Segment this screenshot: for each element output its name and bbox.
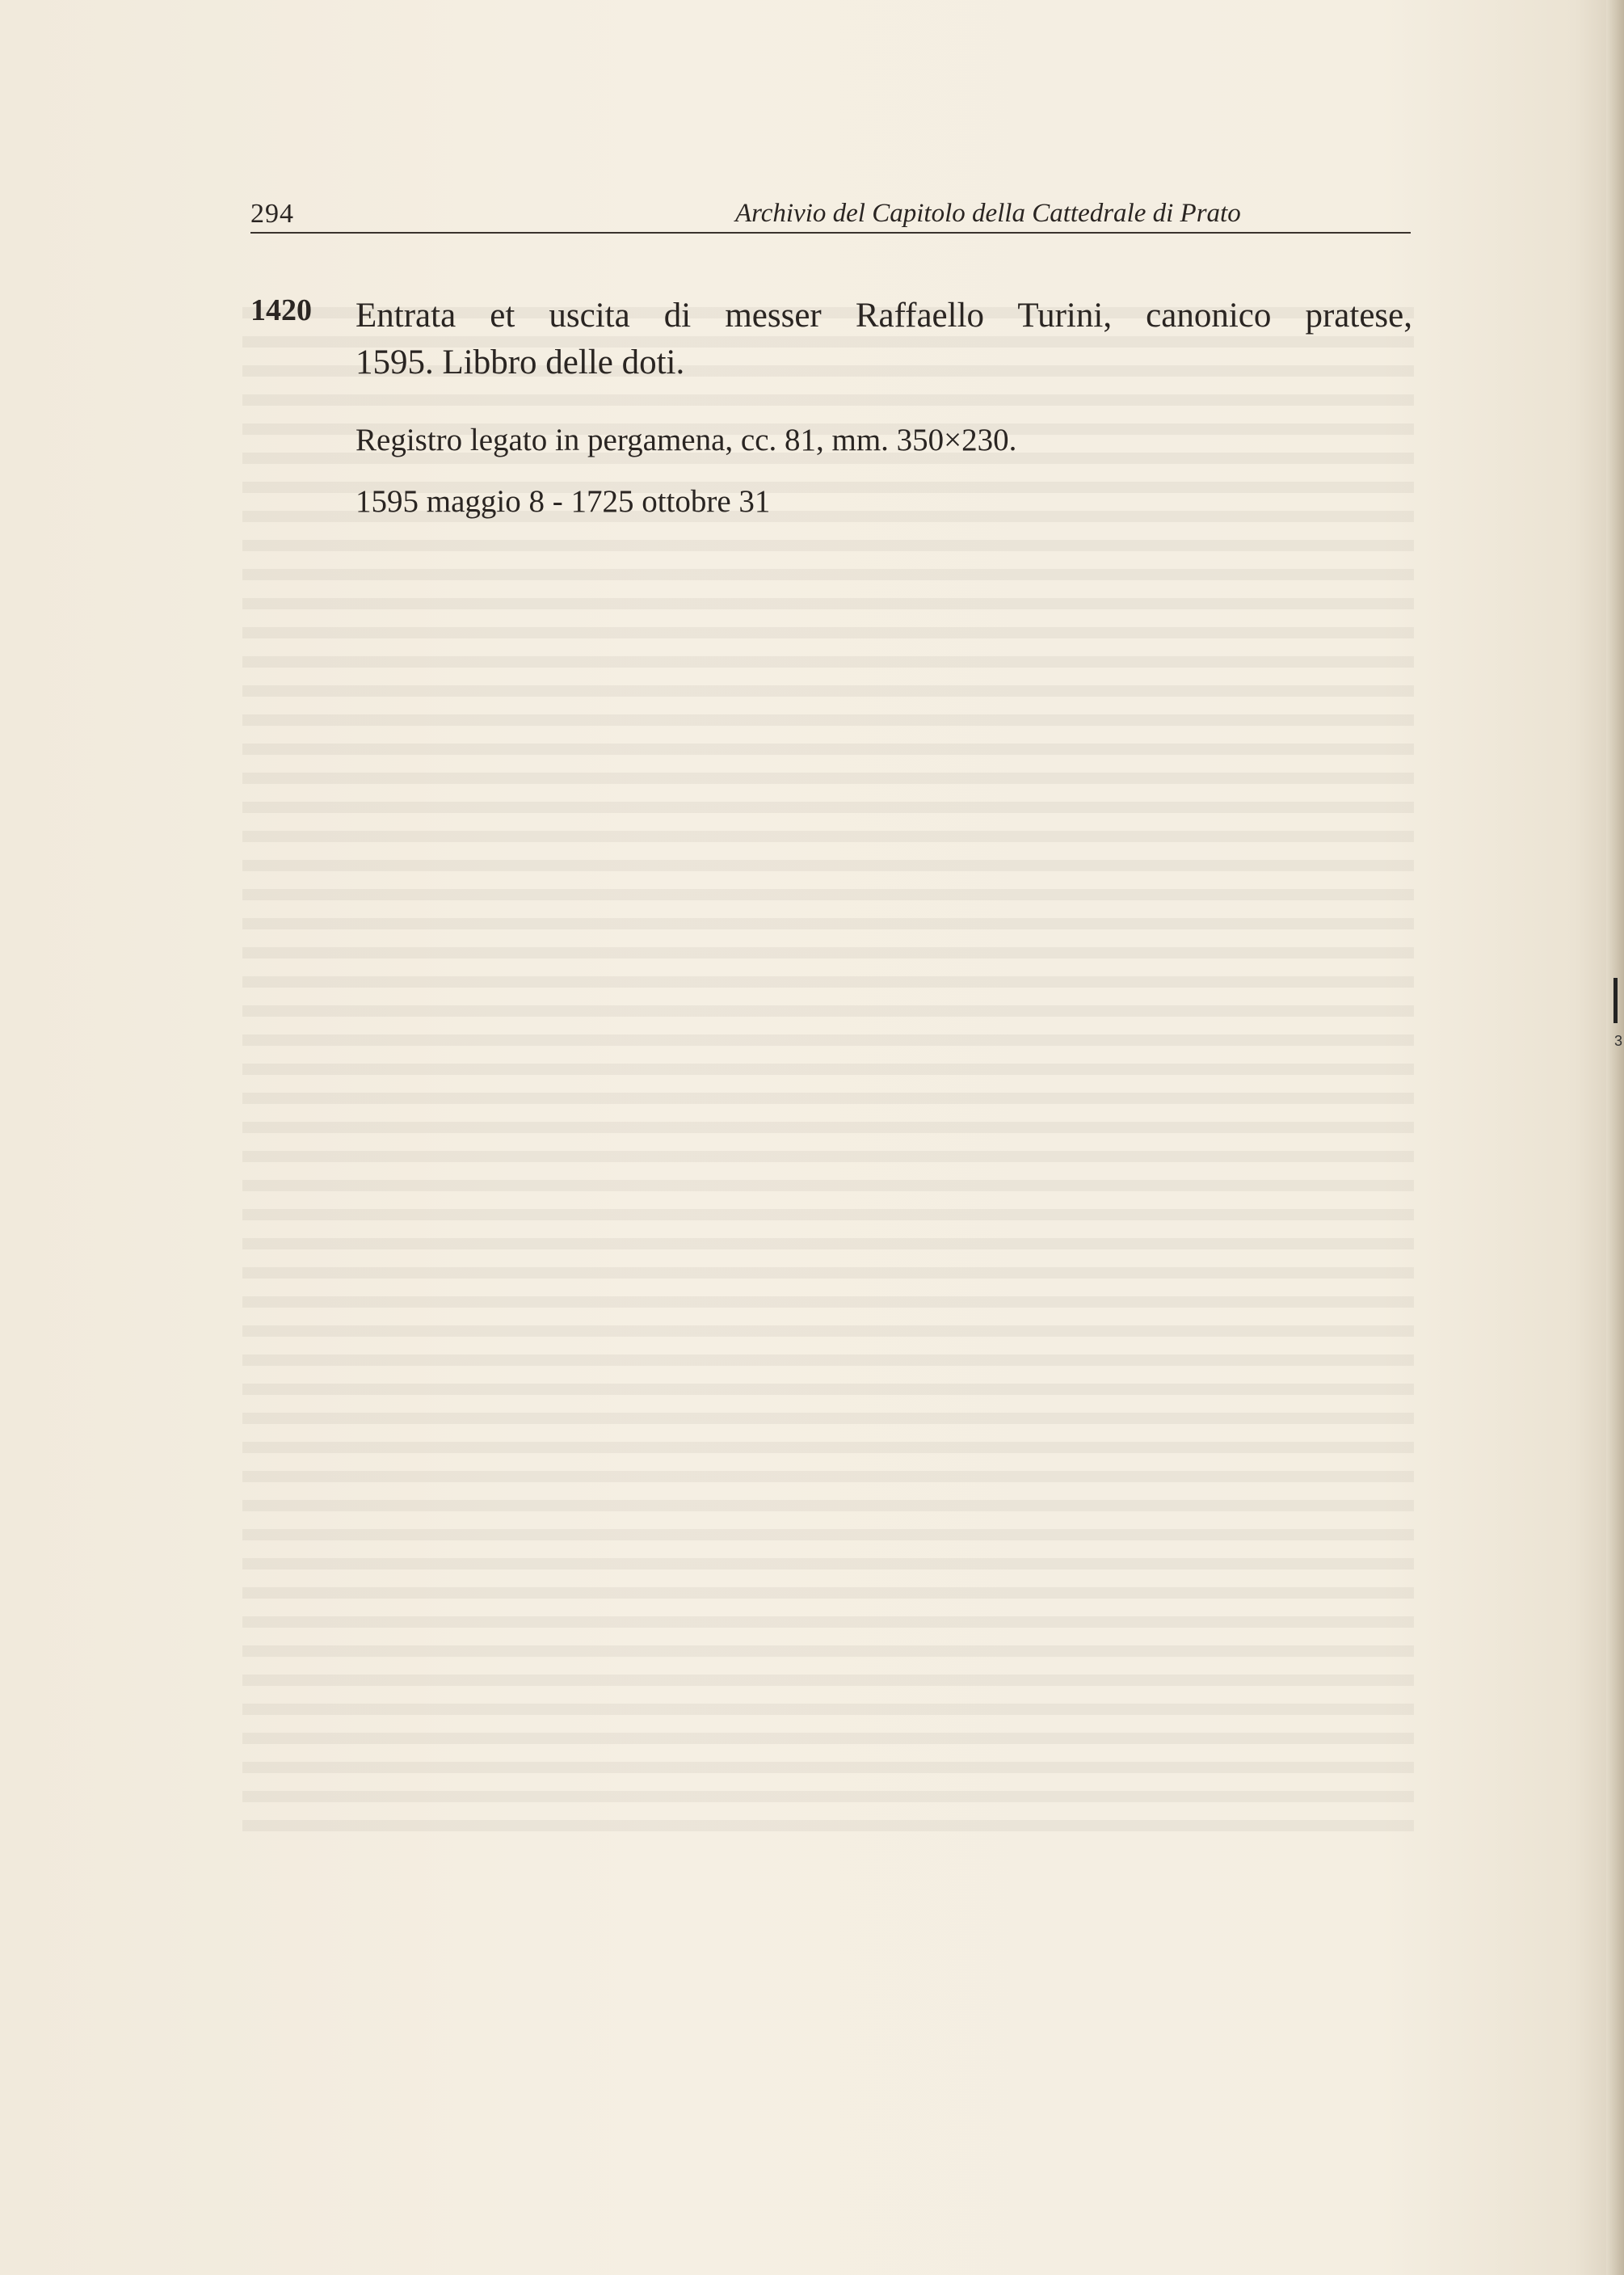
entry-description: Registro legato in pergamena, cc. 81, mm. 350×230. xyxy=(356,423,1017,457)
page-edge xyxy=(1606,0,1624,2275)
entry-dates: 1595 maggio 8 - 1725 ottobre 31 xyxy=(356,484,771,519)
entry-number: 1420 xyxy=(250,293,312,327)
entry-title-line: Entrata et uscita di messer Raffaello Turini, canonico pratese, xyxy=(356,297,1412,335)
edge-tab-number: 3 xyxy=(1613,1033,1622,1049)
running-title: Archivio del Capitolo della Cattedrale di Prato xyxy=(735,199,1241,228)
entry-title-line: 1595. Libbro delle doti. xyxy=(356,343,685,381)
entry-title xyxy=(356,293,1412,386)
show-through-texture xyxy=(242,307,1414,1843)
edge-tab-mark xyxy=(1613,978,1618,1023)
page-number: 294 xyxy=(250,199,294,229)
header-rule xyxy=(250,232,1411,234)
